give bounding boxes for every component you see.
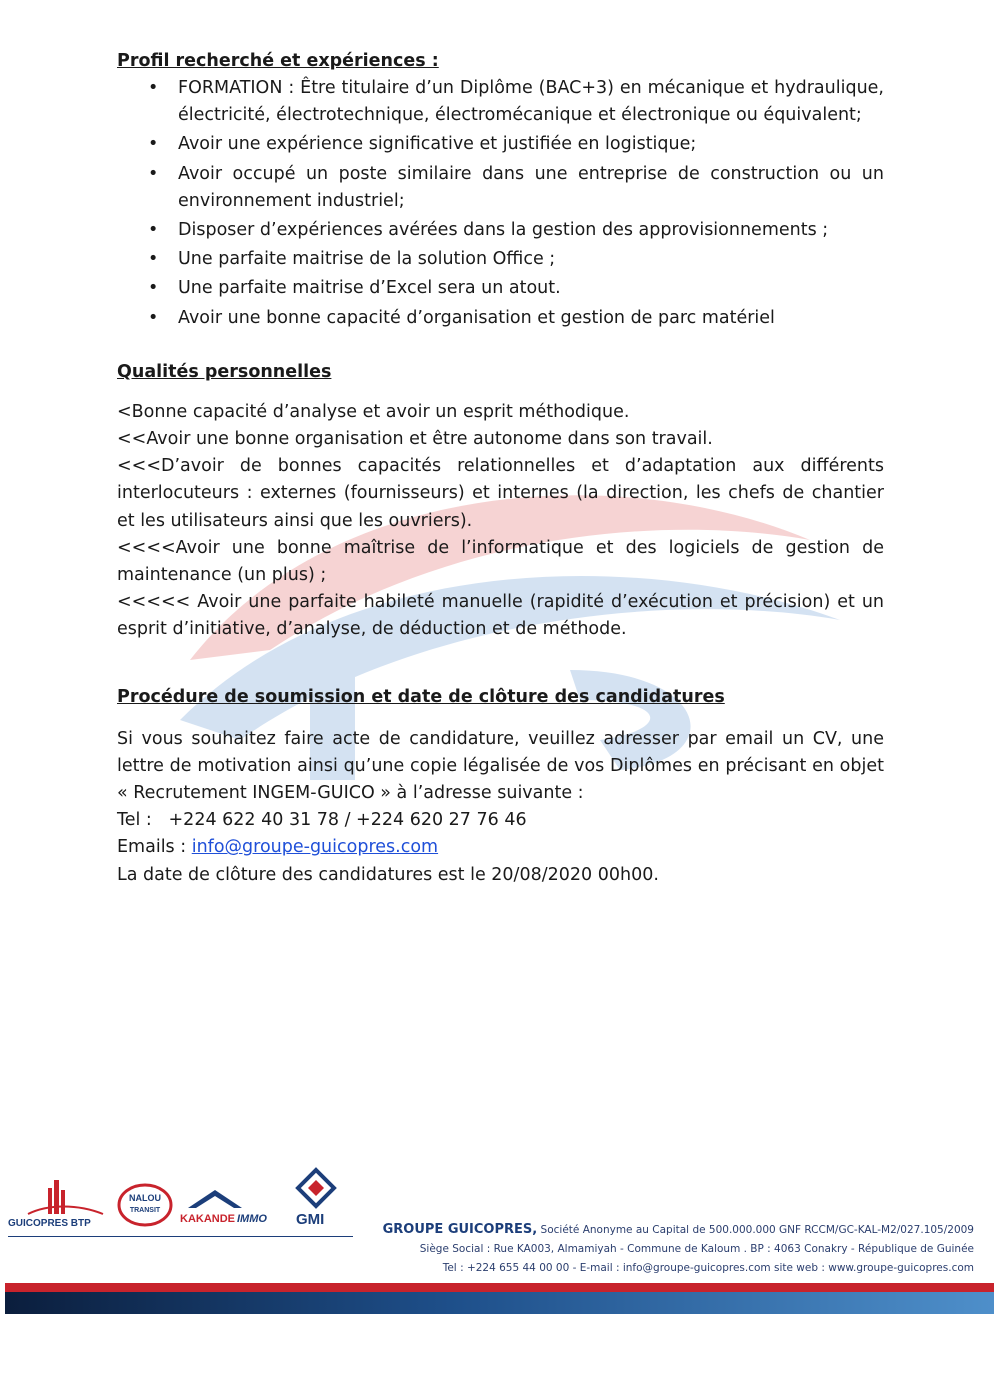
kakande-logo-text: KAKANDE: [180, 1213, 235, 1225]
company-address: Siège Social : Rue KA003, Almamiyah - Commune de Kaloum . BP : 4063 Conakry - République de Guinée: [419, 1243, 974, 1255]
gmi-logo: [296, 1170, 334, 1228]
quality-line: <Bonne capacité d’analyse et avoir un esprit méthodique.: [117, 401, 630, 422]
profile-list: [117, 75, 884, 332]
bullet-icon: •: [148, 249, 159, 270]
bullet-icon: •: [148, 134, 159, 155]
quality-line: <<<<< Avoir une parfaite habileté manuelle (rapidité d’exécution et précision) et un esprit d’initiative, d’analyse, de déduction et de méthode.: [117, 592, 884, 640]
qualities-section-title: Qualités personnelles: [117, 361, 332, 382]
profile-item: • Avoir occupé un poste similaire dans une entreprise de construction ou un environnement industriel;: [117, 161, 884, 215]
profile-item: • Avoir une bonne capacité d’organisation et gestion de parc matériel: [117, 305, 884, 332]
profile-section-title: Profil recherché et expériences :: [117, 51, 439, 71]
nalou-logo: [119, 1185, 171, 1225]
profile-item: • FORMATION : Être titulaire d’un Diplôme (BAC+3) en mécanique et hydraulique, électricité, électrotechnique, électromécanique et électronique ou équivalent;: [117, 75, 884, 129]
bullet-icon: •: [148, 220, 159, 241]
company-name: GROUPE GUICOPRES,: [382, 1222, 538, 1237]
footer-blue-bar: [5, 1292, 994, 1314]
bullet-icon: •: [148, 78, 159, 98]
tel-label: Tel :: [117, 810, 152, 831]
procedure-tel: [117, 807, 884, 834]
procedure-closing: La date de clôture des candidatures est le 20/08/2020 00h00.: [117, 864, 659, 885]
footer-red-bar: [5, 1283, 994, 1292]
profile-item: • Avoir une expérience significative et justifiée en logistique;: [117, 131, 884, 158]
kakande-logo: [180, 1190, 267, 1225]
profile-item: • Disposer d’expériences avérées dans la gestion des approvisionnements ;: [117, 217, 884, 244]
procedure-email: [117, 834, 884, 861]
guicopres-logo: [8, 1180, 103, 1229]
procedure-section: [117, 684, 884, 889]
nalou-logo-text-2: TRANSIT: [129, 1207, 161, 1214]
quality-line: <<<<Avoir une bonne maîtrise de l’informatique et des logiciels de gestion de maintenance (un plus) ;: [117, 537, 884, 586]
tel-value: +224 622 40 31 78 / +224 620 27 76 46: [168, 810, 527, 831]
guicopres-logo-text: GUICOPRES BTP: [8, 1218, 91, 1229]
gmi-logo-text: GMI: [296, 1211, 325, 1228]
partner-logos: [8, 1160, 358, 1240]
qualities-section: [117, 359, 884, 644]
document-body: [117, 48, 884, 889]
kakande-logo-text-2: IMMO: [237, 1213, 267, 1225]
footer-company-info: [383, 1220, 974, 1278]
email-link[interactable]: info@groupe-guicopres.com: [191, 837, 439, 858]
procedure-section-title: Procédure de soumission et date de clôture des candidatures: [117, 686, 725, 707]
bullet-icon: •: [148, 278, 159, 299]
profile-section: [117, 48, 884, 332]
bullet-icon: •: [148, 307, 159, 328]
profile-item: • Une parfaite maitrise de la solution Office ;: [117, 246, 884, 273]
company-legal: Société Anonyme au Capital de 500.000.000 GNF RCCM/GC-KAL-M2/027.105/2009: [540, 1224, 974, 1236]
quality-line: <<<D’avoir de bonnes capacités relationnelles et d’adaptation aux différents interlocuteurs : externes (fournisseurs) et internes (la direction, les chefs de chantier et les utilisateurs ainsi que les ouvriers).: [117, 456, 884, 531]
bullet-icon: •: [148, 163, 159, 184]
profile-item: • Une parfaite maitrise d’Excel sera un atout.: [117, 275, 884, 302]
email-label: Emails :: [117, 837, 187, 858]
footer-divider: [8, 1236, 353, 1237]
nalou-logo-text: NALOU: [129, 1193, 161, 1203]
procedure-intro: Si vous souhaitez faire acte de candidature, veuillez adresser par email un CV, une lettre de motivation ainsi qu’une copie légalisée de vos Diplômes en précisant en objet « Recrutement INGEM-GUICO » à l’adresse suivante :: [117, 728, 884, 804]
quality-line: <<Avoir une bonne organisation et être autonome dans son travail.: [117, 429, 713, 450]
company-contact: Tel : +224 655 44 00 00 - E-mail : info@groupe-guicopres.com site web : www.groupe-guicopres.com: [442, 1262, 974, 1274]
